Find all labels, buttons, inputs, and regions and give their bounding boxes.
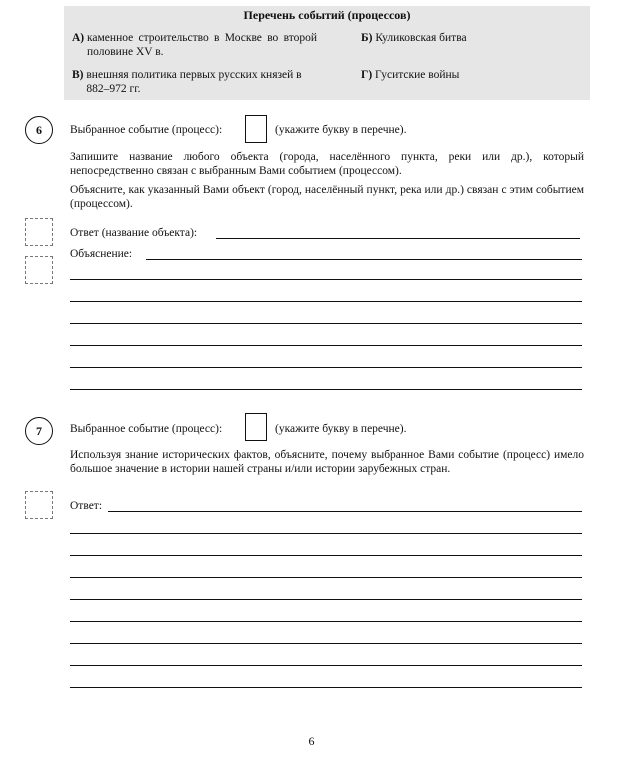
task-6-explanation-line[interactable] [70,389,582,390]
task-6-explanation-line[interactable] [70,301,582,302]
task-6-selected-label: Выбранное событие (процесс): [70,124,223,136]
events-list-panel [64,6,590,100]
event-letter: В) [72,69,84,81]
task-6-explanation-line[interactable] [70,345,582,346]
task-7-number: 7 [25,417,53,445]
task-6-score-box-2 [25,256,53,284]
event-letter: Г) [361,69,373,81]
event-letter: Б) [361,32,373,44]
event-text: Куликовская битва [375,32,467,44]
task-7-selected-label: Выбранное событие (процесс): [70,423,223,435]
event-item-v [72,68,332,96]
task-7-answer-line[interactable] [70,687,582,688]
task-6-instruction-2: Объясните, как указанный Вами объект (город, населённый пункт, река или др.) связан с этим событием (процессом). [70,184,584,210]
task-6-explanation-line[interactable] [70,279,582,280]
event-text: Гуситские войны [375,69,460,81]
task-7-answer-line[interactable] [70,599,582,600]
event-item-g [361,68,459,82]
event-letter: А) [72,32,85,44]
task-7-answer-line[interactable] [70,533,582,534]
task-6-explanation-line[interactable] [70,367,582,368]
task-7-answer-label: Ответ: [70,500,103,512]
events-list-title: Перечень событий (процессов) [243,8,411,22]
task-6-score-box-1 [25,218,53,246]
event-item-b [361,31,467,45]
task-6-letter-answer-box[interactable] [245,115,267,143]
task-7-answer-line[interactable] [70,643,582,644]
task-7-answer-line[interactable] [108,511,582,512]
task-7-letter-answer-box[interactable] [245,413,267,441]
task-6-answer-line[interactable] [216,238,580,239]
task-7-instruction: Используя знание исторических фактов, объясните, почему выбранное Вами событие (процесс) имело большое значение в истории нашей страны и/или истории зарубежных стран. [70,449,584,475]
event-text: внешняя политика первых русских князей в 882–972 гг. [86,69,302,95]
task-7-answer-line[interactable] [70,665,582,666]
task-6-selected-hint: (укажите букву в перечне). [275,124,407,136]
task-7-selected-hint: (укажите букву в перечне). [275,423,407,435]
event-item-a [72,31,322,59]
task-6-answer-label: Ответ (название объекта): [70,227,198,239]
task-6-explanation-line[interactable] [146,259,582,260]
task-7-answer-line[interactable] [70,555,582,556]
task-6-instruction-1: Запишите название любого объекта (города, населённого пункта, реки или др.), который непосредственно связан с выбранным Вами событием (процессом). [70,151,584,177]
task-7-answer-line[interactable] [70,577,582,578]
task-7-answer-line[interactable] [70,621,582,622]
task-6-explanation-line[interactable] [70,323,582,324]
task-6-number: 6 [25,116,53,144]
task-7-score-box [25,491,53,519]
page-number: 6 [308,734,315,748]
task-6-explanation-label: Объяснение: [70,248,133,260]
event-text: каменное строительство в Москве во второй половине XV в. [87,32,318,58]
